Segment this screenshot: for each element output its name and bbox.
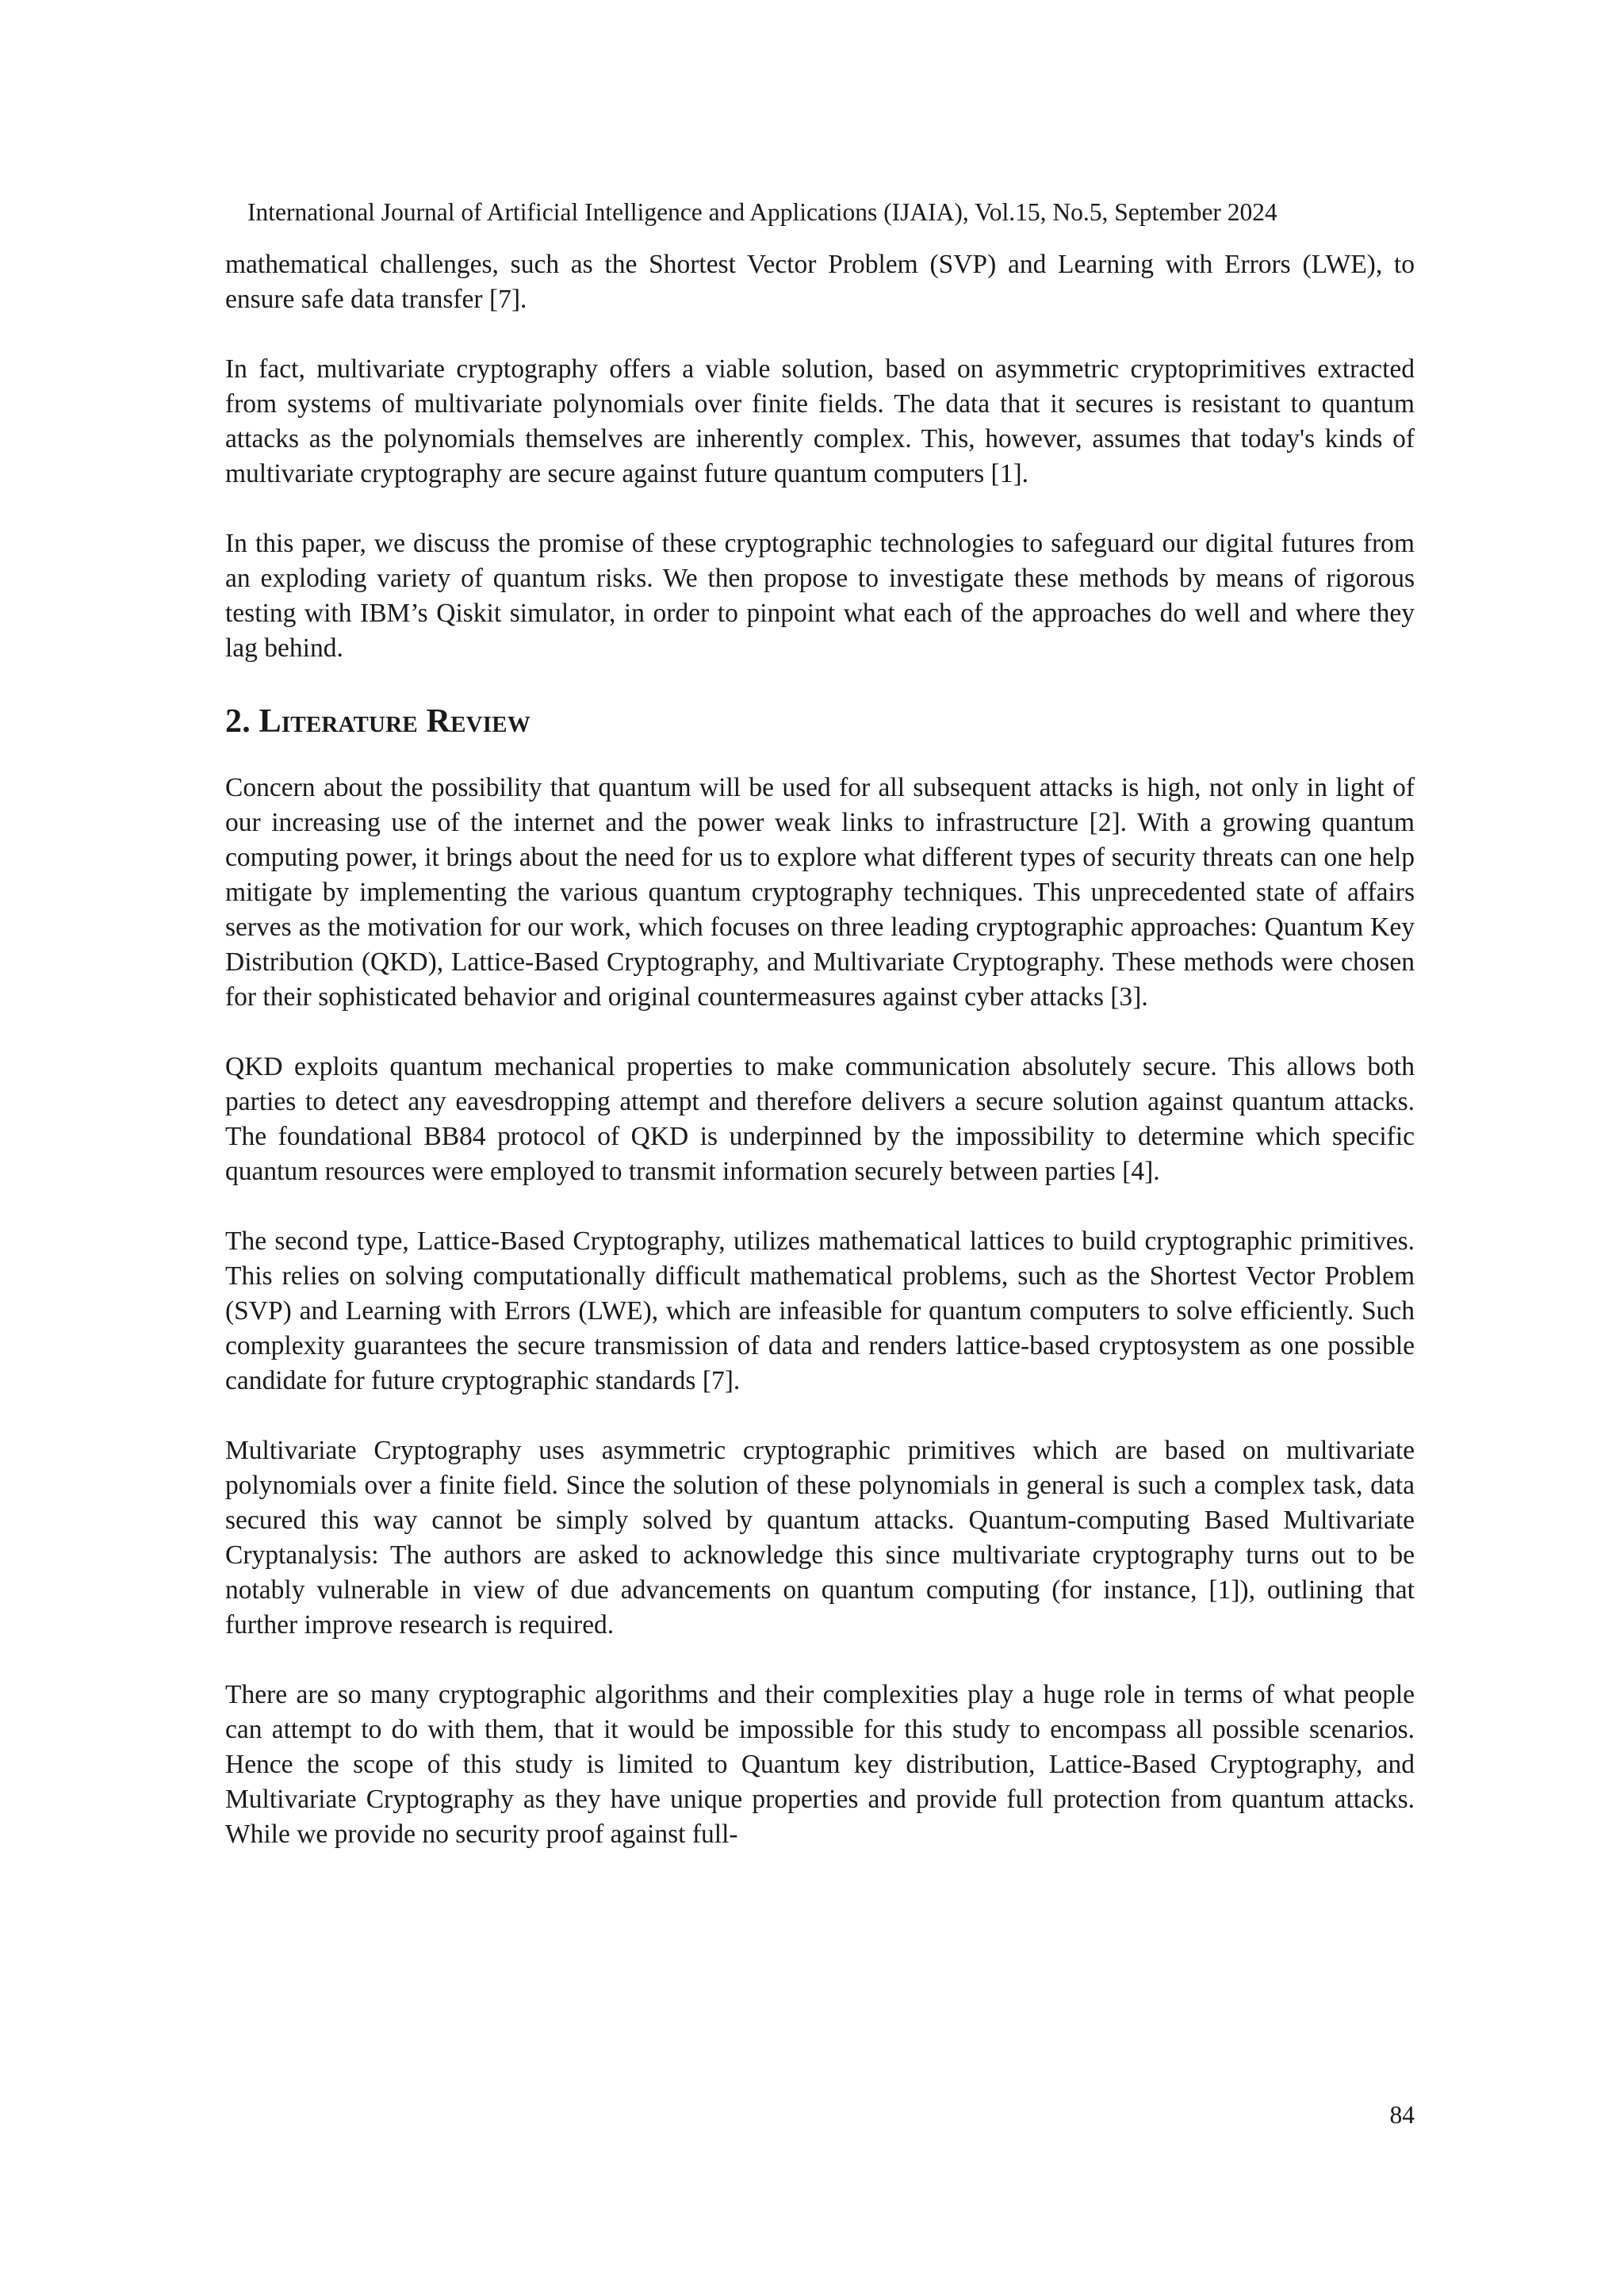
- page-number: 84: [1389, 2101, 1415, 2129]
- page-body: [225, 247, 1415, 1887]
- section-heading: 2. Literature Review: [225, 703, 531, 740]
- paragraph-multivariate: Multivariate Cryptography uses asymmetric cryptographic primitives which are based on multivariate polynomials over a finite field. Since the solution of these polynomials in general is such a complex task, data secured this way cannot be simply solved by quantum attacks. Quantum-computing Based Multivariate Cryptanalysis: The authors are asked to acknowledge this since multivariate cryptography turns out to be notably vulnerable in view of due advancements on quantum computing (for instance, [1]), outlining that further improve research is required.: [225, 1436, 1415, 1640]
- paragraph-scope: There are so many cryptographic algorithms and their complexities play a huge role in terms of what people can attempt to do with them, that it would be impossible for this study to encompass all possible scenarios. Hence the scope of this study is limited to Quantum key distribution, Lattice-Based Cryptography, and Multivariate Cryptography as they have unique properties and provide full protection from quantum attacks. While we provide no security proof against full-: [225, 1680, 1415, 1849]
- paragraph-qkd: QKD exploits quantum mechanical properties to make communication absolutely secure. This allows both parties to detect any eavesdropping attempt and therefore delivers a secure solution against quantum attacks. The foundational BB84 protocol of QKD is underpinned by the impossibility to determine which specific quantum resources were employed to transmit information securely between parties [4].: [225, 1052, 1415, 1186]
- paragraph-lattice: The second type, Lattice-Based Cryptography, utilizes mathematical lattices to build cryptographic primitives. This relies on solving computationally difficult mathematical problems, such as the Shortest Vector Problem (SVP) and Learning with Errors (LWE), which are infeasible for quantum computers to solve efficiently. Such complexity guarantees the secure transmission of data and renders lattice-based cryptosystem as one possible candidate for future cryptographic standards [7].: [225, 1226, 1415, 1395]
- paragraph-concern: Concern about the possibility that quantum will be used for all subsequent attacks is high, not only in light of our increasing use of the internet and the power weak links to infrastructure [2]. With a growing quantum computing power, it brings about the need for us to explore what different types of security threats can one help mitigate by implementing the various quantum cryptography techniques. This unprecedented state of affairs serves as the motivation for our work, which focuses on three leading cryptographic approaches: Quantum Key Distribution (QKD), Lattice-Based Cryptography, and Multivariate Cryptography. These methods were chosen for their sophisticated behavior and original countermeasures against cyber attacks [3].: [225, 773, 1415, 1012]
- paragraph-continuation: mathematical challenges, such as the Shortest Vector Problem (SVP) and Learning with Errors (LWE), to ensure safe data transfer [7].: [225, 250, 1415, 314]
- running-header: International Journal of Artificial Intelligence and Applications (IJAIA), Vol.15, No.5, September 2024: [247, 198, 1277, 226]
- paragraph-multivariate-intro: In fact, multivariate cryptography offers a viable solution, based on asymmetric cryptoprimitives extracted from systems of multivariate polynomials over finite fields. The data that it secures is resistant to quantum attacks as the polynomials themselves are inherently complex. This, however, assumes that today's kinds of multivariate cryptography are secure against future quantum computers [1].: [225, 354, 1415, 488]
- paragraph-paper-aim: In this paper, we discuss the promise of these cryptographic technologies to safeguard our digital futures from an exploding variety of quantum risks. We then propose to investigate these methods by means of rigorous testing with IBM’s Qiskit simulator, in order to pinpoint what each of the approaches do well and where they lag behind.: [225, 529, 1415, 663]
